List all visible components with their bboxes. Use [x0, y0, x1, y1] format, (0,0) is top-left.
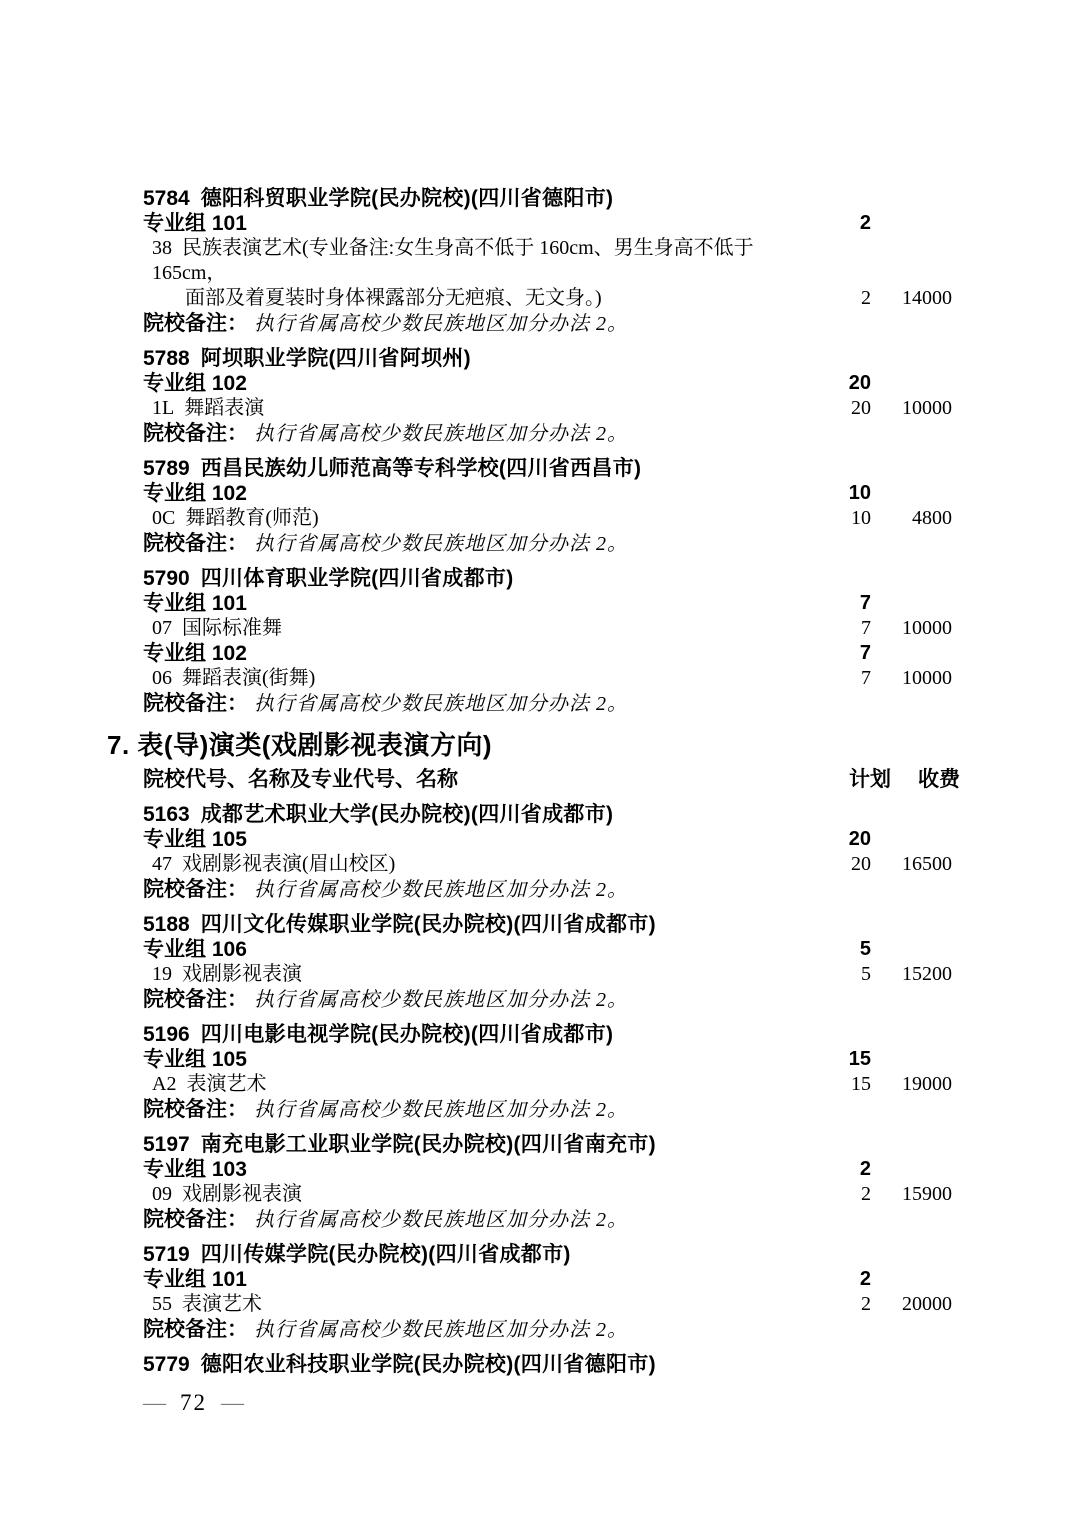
- college-name: 阿坝职业学院(四川省阿坝州): [200, 347, 471, 370]
- college-remark-row: [143, 531, 952, 558]
- major-code: 09: [152, 1183, 172, 1205]
- major-group-label: 专业组 102: [143, 482, 247, 505]
- college-block: [143, 1352, 952, 1377]
- major-row: [143, 852, 952, 877]
- major-title: 表演艺术: [182, 1293, 262, 1315]
- remark-text: 执行省属高校少数民族地区加分办法 2。: [248, 879, 628, 901]
- college-name: 四川电影电视学院(民办院校)(四川省成都市): [200, 1023, 614, 1046]
- college-block: [143, 1242, 952, 1344]
- major-title: 戏剧影视表演(眉山校区): [182, 853, 396, 875]
- college-code: 5788: [143, 347, 190, 370]
- major-row: [143, 962, 952, 987]
- major-code: A2: [152, 1073, 177, 1095]
- major-group-label: 专业组 101: [143, 212, 247, 235]
- major-line: [152, 666, 796, 691]
- major-line: [152, 852, 796, 877]
- major-group-label: 专业组 101: [143, 592, 247, 615]
- group-plan-count: 20: [848, 372, 871, 394]
- major-group-label: 专业组 101: [143, 1268, 247, 1291]
- major-row: [143, 1292, 952, 1317]
- major-group-row: [143, 937, 952, 962]
- major-plan-count: 10: [851, 507, 871, 529]
- major-group-row: [143, 371, 952, 396]
- college-name-row: [143, 802, 952, 827]
- major-line: [152, 236, 796, 286]
- college-code: 5163: [143, 803, 190, 826]
- college-name: 南充电影工业职业学院(民办院校)(四川省南充市): [200, 1133, 656, 1156]
- major-name: [143, 666, 796, 691]
- major-fee: 15900: [902, 1183, 952, 1205]
- college-remark-row: [143, 1097, 952, 1124]
- remark-label: 院校备注：: [143, 312, 248, 335]
- major-group-row: [143, 1157, 952, 1182]
- college-name: 四川文化传媒职业学院(民办院校)(四川省成都市): [200, 913, 656, 936]
- college-code: 5790: [143, 567, 190, 590]
- major-name: [143, 616, 796, 641]
- major-line: [152, 506, 796, 531]
- table-header-plan: 计划: [849, 768, 891, 791]
- major-plan-count: 15: [851, 1073, 871, 1095]
- group-plan-count: 5: [859, 938, 871, 960]
- major-code: 1L: [152, 397, 175, 419]
- major-plan-count: 7: [861, 617, 871, 639]
- major-code: 0C: [152, 507, 176, 529]
- college-block: [143, 566, 952, 718]
- group-plan-count: 15: [848, 1048, 871, 1070]
- major-title: 舞蹈教育(师范): [185, 507, 319, 529]
- major-group-row: [143, 481, 952, 506]
- major-group-label: 专业组 105: [143, 828, 247, 851]
- college-code: 5197: [143, 1133, 190, 1156]
- remark-label: 院校备注：: [143, 988, 248, 1011]
- college-block: [143, 346, 952, 448]
- major-plan-count: 20: [851, 397, 871, 419]
- major-group-row: [143, 211, 952, 236]
- major-title: 民族表演艺术(专业备注:女生身高不低于 160cm、男生身高不低于 165cm，: [152, 237, 754, 284]
- major-plan-count: 2: [861, 1293, 871, 1315]
- major-title: 国际标准舞: [182, 617, 282, 639]
- major-code: 07: [152, 617, 172, 639]
- remark-label: 院校备注：: [143, 1098, 248, 1121]
- major-name: [143, 962, 796, 987]
- major-group-row: [143, 827, 952, 852]
- college-name: 德阳农业科技职业学院(民办院校)(四川省德阳市): [200, 1353, 656, 1376]
- major-line: [152, 1072, 796, 1097]
- footer-dash-right: —: [221, 1390, 244, 1415]
- major-name: [143, 852, 796, 877]
- major-group-label: 专业组 102: [143, 372, 247, 395]
- college-block: [143, 912, 952, 1014]
- college-block: [143, 186, 952, 338]
- remark-text: 执行省属高校少数民族地区加分办法 2。: [248, 423, 628, 445]
- major-title: 戏剧影视表演: [182, 1183, 302, 1205]
- major-name: [143, 236, 796, 311]
- college-name: 德阳科贸职业学院(民办院校)(四川省德阳市): [200, 187, 614, 210]
- page-footer: [143, 1390, 244, 1416]
- college-name-row: [143, 1022, 952, 1047]
- major-title: 戏剧影视表演: [182, 963, 302, 985]
- remark-label: 院校备注：: [143, 532, 248, 555]
- college-remark-row: [143, 877, 952, 904]
- college-code: 5784: [143, 187, 190, 210]
- group-plan-count: 7: [859, 642, 871, 664]
- major-group-label: 专业组 102: [143, 642, 247, 665]
- college-remark-row: [143, 1317, 952, 1344]
- college-remark-row: [143, 691, 952, 718]
- major-fee: 10000: [902, 397, 952, 419]
- major-code: 19: [152, 963, 172, 985]
- college-code: 5188: [143, 913, 190, 936]
- college-remark-row: [143, 311, 952, 338]
- remark-text: 执行省属高校少数民族地区加分办法 2。: [248, 313, 628, 335]
- major-fee: 4800: [912, 507, 952, 529]
- section-title: 7. 表(导)演类(戏剧影视表演方向): [107, 730, 493, 760]
- major-group-row: [143, 1047, 952, 1072]
- major-title: 舞蹈表演: [184, 397, 265, 419]
- college-remark-row: [143, 987, 952, 1014]
- major-row: [143, 1072, 952, 1097]
- major-line: [152, 1292, 796, 1317]
- major-line: [152, 1182, 796, 1207]
- major-group-label: 专业组 103: [143, 1158, 247, 1181]
- major-plan-count: 2: [861, 287, 871, 309]
- college-list-top: [143, 186, 952, 718]
- table-header-row: [143, 766, 960, 793]
- college-code: 5196: [143, 1023, 190, 1046]
- major-fee: 10000: [902, 617, 952, 639]
- page-number: 72: [180, 1390, 207, 1415]
- major-group-label: 专业组 105: [143, 1048, 247, 1071]
- remark-label: 院校备注：: [143, 878, 248, 901]
- major-fee: 16500: [902, 853, 952, 875]
- remark-text: 执行省属高校少数民族地区加分办法 2。: [248, 989, 628, 1011]
- major-row: [143, 396, 952, 421]
- major-name: [143, 1072, 796, 1097]
- major-fee: 10000: [902, 667, 952, 689]
- remark-label: 院校备注：: [143, 1318, 248, 1341]
- college-name-row: [143, 456, 952, 481]
- college-name-row: [143, 1352, 952, 1377]
- college-block: [143, 456, 952, 558]
- remark-text: 执行省属高校少数民族地区加分办法 2。: [248, 1209, 628, 1231]
- college-code: 5779: [143, 1353, 190, 1376]
- remark-text: 执行省属高校少数民族地区加分办法 2。: [248, 693, 628, 715]
- major-line-continuation: 面部及着夏装时身体裸露部分无疤痕、无文身。): [185, 287, 602, 309]
- major-row: [143, 616, 952, 641]
- college-name-row: [143, 346, 952, 371]
- table-header-fee: 收费: [918, 768, 960, 791]
- major-plan-count: 20: [851, 853, 871, 875]
- college-name: 成都艺术职业大学(民办院校)(四川省成都市): [200, 803, 614, 826]
- major-title: 表演艺术: [186, 1073, 267, 1095]
- remark-label: 院校备注：: [143, 1208, 248, 1231]
- college-list-bottom: [143, 802, 952, 1377]
- group-plan-count: 2: [859, 1268, 871, 1290]
- remark-label: 院校备注：: [143, 422, 248, 445]
- major-code: 06: [152, 667, 172, 689]
- major-row: [143, 236, 952, 311]
- college-name-row: [143, 912, 952, 937]
- major-code: 47: [152, 853, 172, 875]
- college-name: 四川传媒学院(民办院校)(四川省成都市): [200, 1243, 571, 1266]
- college-code: 5719: [143, 1243, 190, 1266]
- college-code: 5789: [143, 457, 190, 480]
- major-line: [152, 962, 796, 987]
- remark-text: 执行省属高校少数民族地区加分办法 2。: [248, 1319, 628, 1341]
- college-name: 四川体育职业学院(四川省成都市): [200, 567, 514, 590]
- major-row: [143, 1182, 952, 1207]
- major-fee: 14000: [902, 287, 952, 309]
- major-plan-count: 2: [861, 1183, 871, 1205]
- college-block: [143, 1132, 952, 1234]
- college-block: [143, 1022, 952, 1124]
- major-group-row: [143, 1267, 952, 1292]
- major-group-label: 专业组 106: [143, 938, 247, 961]
- group-plan-count: 2: [859, 212, 871, 234]
- remark-text: 执行省属高校少数民族地区加分办法 2。: [248, 533, 628, 555]
- college-name: 西昌民族幼儿师范高等专科学校(四川省西昌市): [200, 457, 642, 480]
- college-name-row: [143, 566, 952, 591]
- college-block: [143, 802, 952, 904]
- major-name: [143, 1292, 796, 1317]
- college-name-row: [143, 186, 952, 211]
- major-group-row: [143, 641, 952, 666]
- college-name-row: [143, 1242, 952, 1267]
- group-plan-count: 7: [859, 592, 871, 614]
- major-code: 38: [152, 237, 172, 259]
- major-title: 舞蹈表演(街舞): [182, 667, 316, 689]
- major-name: [143, 1182, 796, 1207]
- major-fee: 19000: [902, 1073, 952, 1095]
- major-plan-count: 5: [861, 963, 871, 985]
- group-plan-count: 20: [848, 828, 871, 850]
- college-remark-row: [143, 421, 952, 448]
- major-line: [152, 396, 796, 421]
- major-plan-count: 7: [861, 667, 871, 689]
- major-row: [143, 666, 952, 691]
- group-plan-count: 10: [848, 482, 871, 504]
- page-content: [107, 186, 960, 1377]
- major-name: [143, 396, 796, 421]
- major-fee: 20000: [902, 1293, 952, 1315]
- major-name: [143, 506, 796, 531]
- remark-text: 执行省属高校少数民族地区加分办法 2。: [248, 1099, 628, 1121]
- major-line: [152, 616, 796, 641]
- group-plan-count: 2: [859, 1158, 871, 1180]
- college-name-row: [143, 1132, 952, 1157]
- major-code: 55: [152, 1293, 172, 1315]
- major-row: [143, 506, 952, 531]
- footer-dash-left: —: [143, 1390, 166, 1415]
- major-group-row: [143, 591, 952, 616]
- table-header-name: 院校代号、名称及专业代号、名称: [143, 768, 458, 791]
- major-fee: 15200: [902, 963, 952, 985]
- college-remark-row: [143, 1207, 952, 1234]
- remark-label: 院校备注：: [143, 692, 248, 715]
